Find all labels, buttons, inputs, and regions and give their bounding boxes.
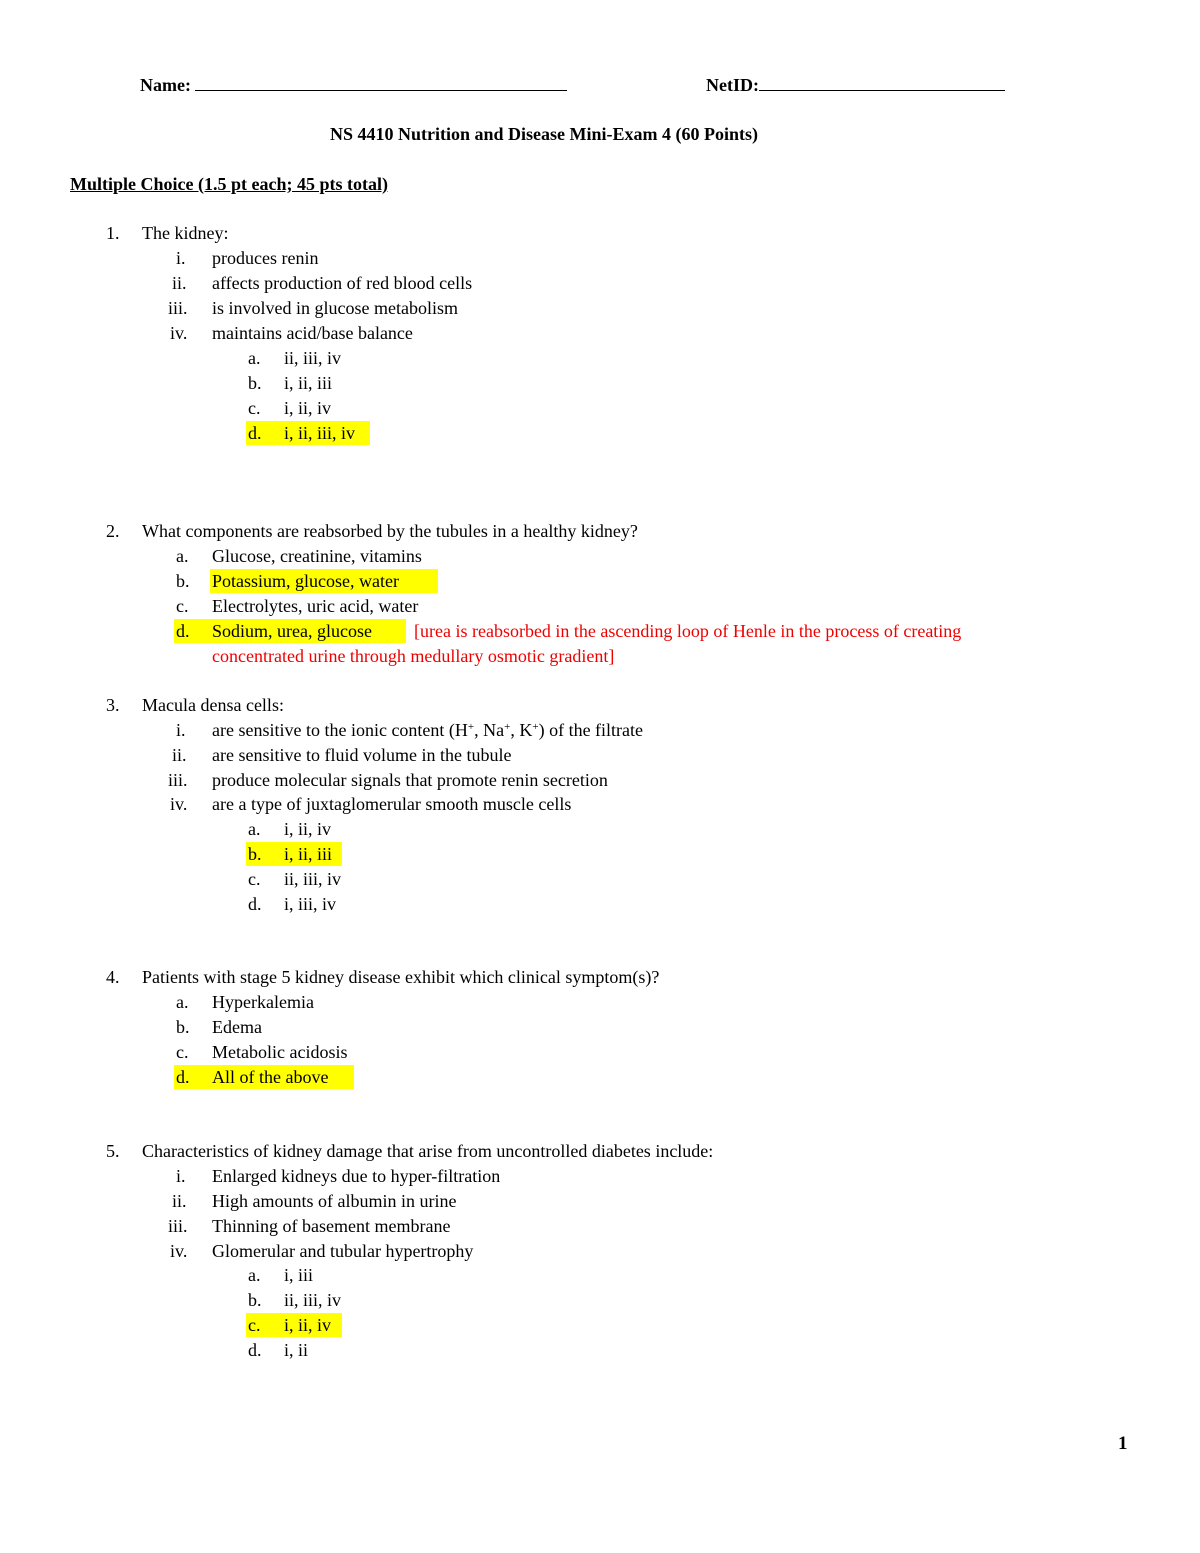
- q5-option[interactable]: i, ii: [284, 1340, 309, 1360]
- q5-statement-number: ii.: [172, 1191, 187, 1211]
- q5-option-letter: a.: [248, 1265, 261, 1285]
- q2-option[interactable]: Glucose, creatinine, vitamins: [212, 546, 422, 566]
- q5-correct-option[interactable]: i, ii, iv: [284, 1315, 332, 1335]
- q2-annotation-line2: concentrated urine through medullary osmotic gradient]: [212, 646, 615, 666]
- q5-number: 5.: [106, 1141, 120, 1161]
- plus-superscript: +: [532, 721, 539, 733]
- q3-text: Macula densa cells:: [142, 695, 284, 715]
- q1-statement-number: ii.: [172, 273, 187, 293]
- q3-option[interactable]: ii, iii, iv: [284, 869, 342, 889]
- q3-option[interactable]: i, ii, iv: [284, 819, 332, 839]
- q2-option-letter: d.: [176, 621, 190, 641]
- q3-option-letter: a.: [248, 819, 261, 839]
- q2-option[interactable]: Sodium, urea, glucose: [212, 621, 372, 641]
- q1-option[interactable]: ii, iii, iv: [284, 348, 342, 368]
- q4-option-letter: a.: [176, 992, 189, 1012]
- q1-number: 1.: [106, 223, 120, 243]
- q2-option-letter: a.: [176, 546, 189, 566]
- q4-option-letter: b.: [176, 1017, 190, 1037]
- q2-number: 2.: [106, 521, 120, 541]
- q5-statement-number: iv.: [170, 1241, 188, 1261]
- q1-text: The kidney:: [142, 223, 229, 243]
- q5-option-letter: d.: [248, 1340, 262, 1360]
- q4-text: Patients with stage 5 kidney disease exhibit which clinical symptom(s)?: [142, 967, 660, 987]
- q4-option-letter: c.: [176, 1042, 189, 1062]
- q1-option[interactable]: i, ii, iii: [284, 373, 333, 393]
- exam-title: NS 4410 Nutrition and Disease Mini-Exam 4 (60 Points): [330, 124, 759, 144]
- q1-statement-number: iv.: [170, 323, 188, 343]
- q5-statement-number: iii.: [168, 1216, 188, 1236]
- q3-option-letter: d.: [248, 894, 262, 914]
- q3-statement-ionic: [212, 718, 643, 742]
- q3-statement: are a type of juxtaglomerular smooth muscle cells: [212, 794, 572, 814]
- q1-option-letter: d.: [248, 423, 262, 443]
- q3-statement-number: iii.: [168, 770, 188, 790]
- name-label: Name:: [140, 75, 191, 95]
- name-blank[interactable]: [195, 72, 567, 91]
- q5-option[interactable]: ii, iii, iv: [284, 1290, 342, 1310]
- q3-statement-number: i.: [176, 720, 186, 740]
- q1-option[interactable]: i, ii, iv: [284, 398, 332, 418]
- q2-annotation-line1: [urea is reabsorbed in the ascending loop of Henle in the process of creating: [414, 621, 962, 641]
- name-label-line: [140, 72, 567, 97]
- q3-s1-k: , K: [510, 720, 533, 740]
- q1-correct-option[interactable]: i, ii, iii, iv: [284, 423, 356, 443]
- q1-statement: is involved in glucose metabolism: [212, 298, 458, 318]
- q4-number: 4.: [106, 967, 120, 987]
- q4-option[interactable]: Edema: [212, 1017, 262, 1037]
- q3-statement: are sensitive to fluid volume in the tubule: [212, 745, 512, 765]
- q3-option-letter: c.: [248, 869, 261, 889]
- q3-number: 3.: [106, 695, 120, 715]
- q1-statement: maintains acid/base balance: [212, 323, 413, 343]
- plus-superscript: +: [467, 721, 475, 733]
- q3-s1-suffix: ) of the filtrate: [538, 720, 644, 740]
- q5-statement: Thinning of basement membrane: [212, 1216, 451, 1236]
- q3-statement-number: ii.: [172, 745, 187, 765]
- q3-statement: produce molecular signals that promote renin secretion: [212, 770, 608, 790]
- q2-option-letter: c.: [176, 596, 189, 616]
- q3-option-letter: b.: [248, 844, 262, 864]
- q3-s1-prefix: are sensitive to the ionic content (H: [212, 720, 468, 740]
- q4-option[interactable]: Hyperkalemia: [212, 992, 314, 1012]
- section-heading: Multiple Choice (1.5 pt each; 45 pts total): [70, 174, 388, 194]
- netid-label: NetID:: [706, 75, 759, 95]
- q1-option-letter: c.: [248, 398, 261, 418]
- q1-statement-number: i.: [176, 248, 186, 268]
- page-number: 1: [1118, 1433, 1128, 1454]
- q5-option[interactable]: i, iii: [284, 1265, 314, 1285]
- q2-option[interactable]: Potassium, glucose, water: [212, 571, 399, 591]
- q3-s1-na: , Na: [474, 720, 505, 740]
- q1-statement-number: iii.: [168, 298, 188, 318]
- q5-option-letter: c.: [248, 1315, 261, 1335]
- q3-statement-number: iv.: [170, 794, 188, 814]
- q5-option-letter: b.: [248, 1290, 262, 1310]
- q2-text: What components are reabsorbed by the tubules in a healthy kidney?: [142, 521, 638, 541]
- q5-text: Characteristics of kidney damage that arise from uncontrolled diabetes include:: [142, 1141, 714, 1161]
- q3-option[interactable]: i, iii, iv: [284, 894, 337, 914]
- netid-label-line: [706, 72, 1005, 97]
- q2-option-letter: b.: [176, 571, 190, 591]
- q5-statement: Enlarged kidneys due to hyper-filtration: [212, 1166, 501, 1186]
- q5-statement: Glomerular and tubular hypertrophy: [212, 1241, 474, 1261]
- plus-superscript: +: [504, 721, 511, 733]
- q4-correct-option[interactable]: All of the above: [212, 1067, 329, 1087]
- q1-statement: produces renin: [212, 248, 319, 268]
- q5-statement-number: i.: [176, 1166, 186, 1186]
- q3-correct-option[interactable]: i, ii, iii: [284, 844, 333, 864]
- q1-statement: affects production of red blood cells: [212, 273, 473, 293]
- q1-option-letter: b.: [248, 373, 262, 393]
- q4-option[interactable]: Metabolic acidosis: [212, 1042, 348, 1062]
- netid-blank[interactable]: [759, 72, 1005, 91]
- q4-option-letter: d.: [176, 1067, 190, 1087]
- q1-option-letter: a.: [248, 348, 261, 368]
- q5-statement: High amounts of albumin in urine: [212, 1191, 457, 1211]
- q2-option[interactable]: Electrolytes, uric acid, water: [212, 596, 419, 616]
